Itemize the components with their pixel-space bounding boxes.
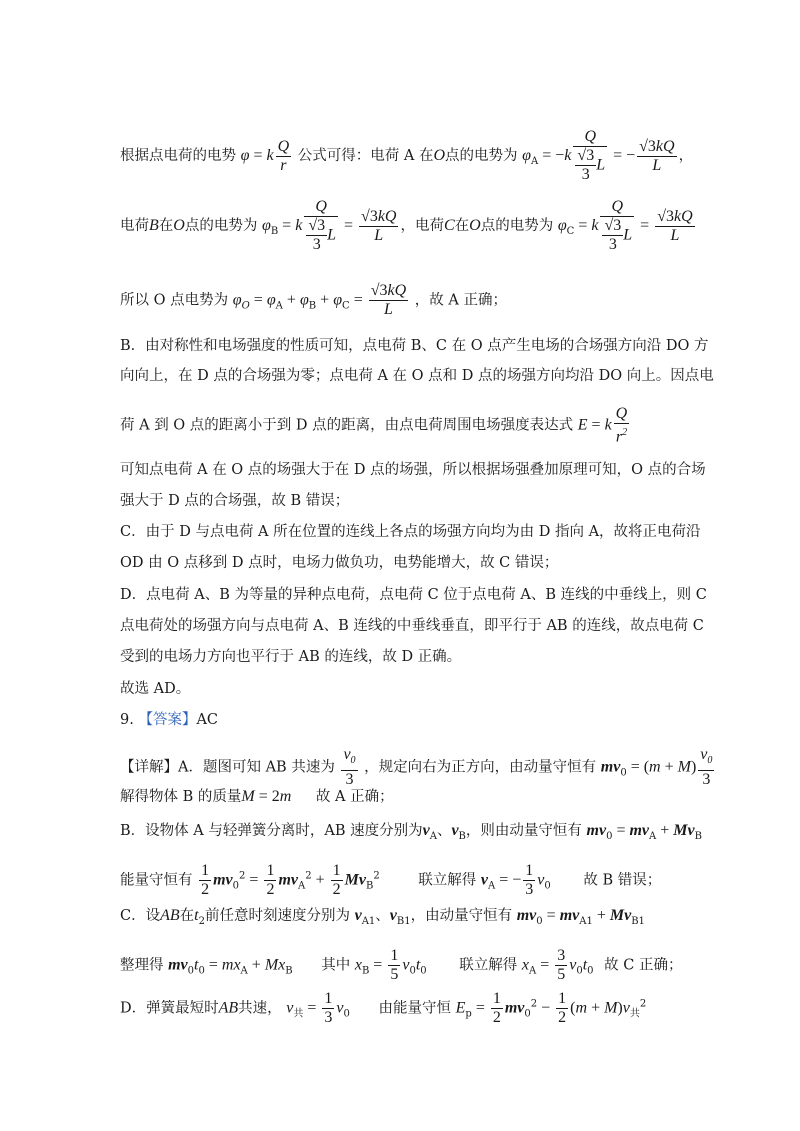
para-C-line1: C．由于 D 与点电荷 A 所在位置的连线上各点的场强方向均为由 D 指向 A，故将正电荷沿 xyxy=(120,524,701,540)
line-potential-BC: 电荷B在O点的电势为 $\varphi_B = k$ Q $\frac{√3}{3}$ L = $\frac{√3kQ}{L}$ ，电荷C在O点的电势为 $\varphi_C = k$ Q $\frac{√3}{3}$ L = $\frac{√3kQ}{L}$ xyxy=(120,198,693,253)
q9-answer: 9. 【答案】AC xyxy=(120,712,219,728)
para-B-line5: 强大于 D 点的合场强，故 B 错误； xyxy=(120,493,350,509)
line-potential-O: 所以 O 点电势为 $\varphi_O = \varphi_A + \varphi_B + \varphi_C$ = $\frac{√3kQ}{L}$ ，故 A 正确； xyxy=(120,282,507,318)
text: 公式可得：电荷 A 在 xyxy=(297,148,434,164)
q9-detail-D1: D．弹簧最短时AB共速， $v_共$ = $\frac{1}{3}$ $v_0$ 由能量守恒 $E_p$ = $\frac{1}{2}$ $mv_0^2$ − $\frac{1}{2}$ $(m + M)v_共^2$ xyxy=(120,990,647,1026)
para-D-line1: D．点电荷 A、B 为等量的异种点电荷，点电荷 C 位于点电荷 A、B 连线的中垂线上，则 C xyxy=(120,587,707,603)
answer-tag: 【答案】 xyxy=(138,712,197,728)
q9-detail-A1: 【详解】A．题图可知 AB 共速为 $\frac{v_0}{3}$ ，规定向右为正方向，由动量守恒有 $mv_0 = (m + M)$ $\frac{v_0}{3}$ xyxy=(120,746,713,789)
q9-detail-A2: 解得物体 B 的质量M = 2m 故 A 正确； xyxy=(120,788,394,805)
para-B-line1: B．由对称性和电场强度的性质可知，点电荷 B、C 在 O 点产生电场的合场强方向沿 DO 方 xyxy=(120,338,709,354)
line-potential-A: 根据点电荷的电势 φ = k $\frac{Q}{r}$ 公式可得：电荷 A 在O点的电势为 $\varphi_A = -k$ Q $\frac{√3}{3}$ L = − $\frac{√3kQ}{L}$ ， xyxy=(120,128,694,183)
para-D-line3: 受到的电场力方向也平行于 AB 的连线，故 D 正确。 xyxy=(120,649,462,665)
para-D-line2: 点电荷处的场强方向与点电荷 A、B 连线的中垂线垂直，即平行于 AB 的连线，故点电荷 C xyxy=(120,618,704,634)
text: 点的电势为 xyxy=(445,148,518,164)
para-B-line3: 荷 A 到 O 点的距离小于到 D 点的距离，由点电荷周围电场强度表达式 E = k $\frac{Q}{r^2}$ xyxy=(120,405,628,446)
detail-tag: 【详解】 xyxy=(120,759,178,776)
choose-answer: 故选 AD。 xyxy=(120,681,191,697)
q9-detail-C2: 整理得 $mv_0t_0 = mx_A + Mx_B$ 其中 $x_B$ = $\frac{1}{5}$ $v_0t_0$ 联立解得 $x_A$ = $\frac{3}{5}$ $v_0t_0$ 故 C 正确； xyxy=(120,947,683,983)
q9-detail-B1: B．设物体 A 与轻弹簧分离时，AB 速度分别为$v_A$、$v_B$，则由动量守恒有 $mv_0 = mv_A + Mv_B$ xyxy=(120,822,702,842)
para-C-line2: OD 由 O 点移到 D 点时，电场力做负功，电势能增大，故 C 错误； xyxy=(120,555,559,571)
text: 根据点电荷的电势 xyxy=(120,148,236,164)
q9-detail-B2: 能量守恒有 $\frac{1}{2}$ $mv_0^2$ = $\frac{1}{2}$ $mv_A^2$ + $\frac{1}{2}$ $Mv_B^2$ 联立解得 $v_A$ = − $\frac{1}{3}$ $v_0$ 故 B 错误； xyxy=(120,862,662,898)
q9-detail-C1: C．设AB在$t_2$前任意时刻速度分别为 $v_{A1}$、$v_{B1}$，由动量守恒有 $mv_0 = mv_{A1} + Mv_{B1}$ xyxy=(120,907,645,927)
text: 电荷 xyxy=(120,218,149,234)
para-B-line2: 向向上，在 D 点的合场强为零；点电荷 A 在 O 点和 D 点的场强方向均沿 DO 向上。因点电 xyxy=(120,368,714,384)
para-B-line4: 可知点电荷 A 在 O 点的场强大于在 D 点的场强，所以根据场强叠加原理可知，O 点的合场 xyxy=(120,462,706,478)
